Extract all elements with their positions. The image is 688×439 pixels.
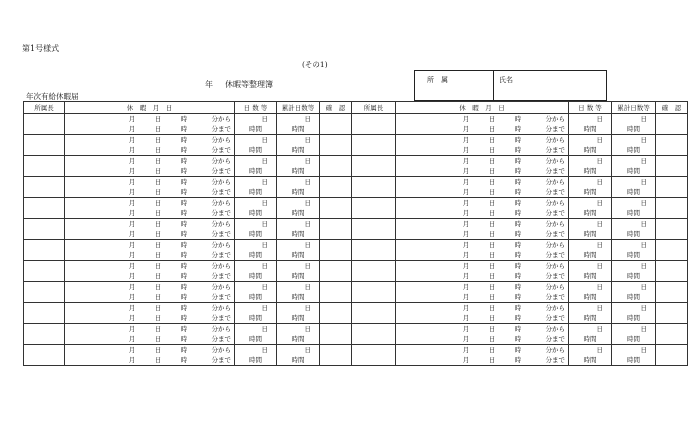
- hours-cell[interactable]: 時間: [569, 187, 612, 198]
- table-row: [24, 282, 688, 293]
- confirm-cell[interactable]: [656, 240, 688, 261]
- cumulative-hours-cell[interactable]: 時間: [612, 271, 656, 282]
- leave-period-to[interactable]: 月 日 時 分まで: [65, 208, 235, 219]
- col-header-cumulative: 累計日数等: [277, 102, 320, 114]
- table-row: [24, 135, 688, 146]
- supervisor-seal-cell[interactable]: [24, 135, 65, 156]
- days-cell[interactable]: 日: [569, 282, 612, 293]
- days-cell[interactable]: 日: [569, 324, 612, 335]
- leave-period-from[interactable]: 月 日 時 分から: [65, 345, 235, 356]
- cumulative-hours-cell[interactable]: 時間: [612, 187, 656, 198]
- confirm-cell[interactable]: [320, 156, 352, 177]
- leave-period-to[interactable]: 月 日 時 分まで: [65, 355, 235, 366]
- cumulative-days-cell[interactable]: 日: [277, 177, 320, 188]
- days-cell[interactable]: 日: [569, 114, 612, 125]
- confirm-cell[interactable]: [656, 345, 688, 366]
- cumulative-hours-cell[interactable]: 時間: [277, 271, 320, 282]
- leave-period-from[interactable]: 月 日 時 分から: [396, 345, 569, 356]
- days-cell[interactable]: 日: [235, 324, 277, 335]
- supervisor-seal-cell[interactable]: [24, 156, 65, 177]
- table-header-row: [24, 102, 688, 114]
- cumulative-hours-cell[interactable]: 時間: [612, 208, 656, 219]
- leave-period-to[interactable]: 月 日 時 分まで: [65, 145, 235, 156]
- hours-cell[interactable]: 時間: [235, 145, 277, 156]
- days-cell[interactable]: 日: [569, 345, 612, 356]
- days-cell[interactable]: 日: [235, 261, 277, 272]
- days-cell[interactable]: 日: [235, 303, 277, 314]
- cumulative-days-cell[interactable]: 日: [612, 219, 656, 230]
- leave-period-to[interactable]: 月 日 時 分まで: [65, 271, 235, 282]
- leave-period-to[interactable]: 月 日 時 分まで: [396, 124, 569, 135]
- hours-cell[interactable]: 時間: [569, 166, 612, 177]
- confirm-cell[interactable]: [320, 303, 352, 324]
- leave-period-to[interactable]: 月 日 時 分まで: [65, 334, 235, 345]
- leave-period-from[interactable]: 月 日 時 分から: [65, 198, 235, 209]
- hours-cell[interactable]: 時間: [569, 292, 612, 303]
- cumulative-hours-cell[interactable]: 時間: [277, 229, 320, 240]
- table-row: [24, 156, 688, 167]
- cumulative-days-cell[interactable]: 日: [612, 282, 656, 293]
- cumulative-days-cell[interactable]: 日: [277, 240, 320, 251]
- days-cell[interactable]: 日: [569, 177, 612, 188]
- leave-period-to[interactable]: 月 日 時 分まで: [396, 250, 569, 261]
- leave-period-from[interactable]: 月 日 時 分から: [65, 177, 235, 188]
- hours-cell[interactable]: 時間: [569, 355, 612, 366]
- days-cell[interactable]: 日: [569, 240, 612, 251]
- leave-period-from[interactable]: 月 日 時 分から: [65, 324, 235, 335]
- cumulative-hours-cell[interactable]: 時間: [277, 166, 320, 177]
- days-cell[interactable]: 日: [569, 135, 612, 146]
- table-row: [24, 198, 688, 209]
- confirm-cell[interactable]: [320, 198, 352, 219]
- department-name-box: [414, 70, 607, 101]
- cumulative-hours-cell[interactable]: 時間: [612, 292, 656, 303]
- supervisor-seal-cell[interactable]: [352, 198, 396, 219]
- leave-period-from[interactable]: 月 日 時 分から: [396, 324, 569, 335]
- cumulative-hours-cell[interactable]: 時間: [612, 334, 656, 345]
- col-header-cumulative: 累計日数等: [612, 102, 656, 114]
- supervisor-seal-cell[interactable]: [24, 177, 65, 198]
- hours-cell[interactable]: 時間: [569, 145, 612, 156]
- cumulative-hours-cell[interactable]: 時間: [612, 145, 656, 156]
- supervisor-seal-cell[interactable]: [352, 345, 396, 366]
- leave-period-to[interactable]: 月 日 時 分まで: [396, 271, 569, 282]
- cumulative-hours-cell[interactable]: 時間: [612, 250, 656, 261]
- leave-period-to[interactable]: 月 日 時 分まで: [65, 250, 235, 261]
- days-cell[interactable]: 日: [235, 219, 277, 230]
- leave-period-from[interactable]: 月 日 時 分から: [396, 177, 569, 188]
- days-cell[interactable]: 日: [235, 345, 277, 356]
- cumulative-hours-cell[interactable]: 時間: [277, 355, 320, 366]
- table-row: [24, 345, 688, 356]
- cumulative-days-cell[interactable]: 日: [612, 198, 656, 209]
- confirm-cell[interactable]: [656, 261, 688, 282]
- cumulative-hours-cell[interactable]: 時間: [277, 145, 320, 156]
- confirm-cell[interactable]: [320, 282, 352, 303]
- col-header-leave-date: 休 暇 月 日: [396, 102, 569, 114]
- cumulative-days-cell[interactable]: 日: [277, 114, 320, 125]
- leave-period-from[interactable]: 月 日 時 分から: [396, 240, 569, 251]
- leave-period-from[interactable]: 月 日 時 分から: [396, 282, 569, 293]
- cumulative-days-cell[interactable]: 日: [277, 219, 320, 230]
- days-cell[interactable]: 日: [235, 282, 277, 293]
- cumulative-hours-cell[interactable]: 時間: [612, 166, 656, 177]
- leave-period-from[interactable]: 月 日 時 分から: [396, 198, 569, 209]
- hours-cell[interactable]: 時間: [235, 271, 277, 282]
- table-row: [24, 240, 688, 251]
- cumulative-days-cell[interactable]: 日: [277, 303, 320, 314]
- cumulative-days-cell[interactable]: 日: [612, 261, 656, 272]
- cumulative-days-cell[interactable]: 日: [612, 135, 656, 146]
- days-cell[interactable]: 日: [569, 198, 612, 209]
- leave-period-to[interactable]: 月 日 時 分まで: [396, 166, 569, 177]
- col-header-confirm: 確 認: [656, 102, 688, 114]
- cumulative-days-cell[interactable]: 日: [277, 135, 320, 146]
- leave-period-from[interactable]: 月 日 時 分から: [396, 303, 569, 314]
- leave-period-to[interactable]: 月 日 時 分まで: [396, 187, 569, 198]
- confirm-cell[interactable]: [320, 114, 352, 135]
- col-header-supervisor: 所属長: [352, 102, 396, 114]
- hours-cell[interactable]: 時間: [569, 334, 612, 345]
- hours-cell[interactable]: 時間: [569, 208, 612, 219]
- document-title: [205, 81, 273, 89]
- table-row: [24, 219, 688, 230]
- leave-period-from[interactable]: 月 日 時 分から: [65, 303, 235, 314]
- leave-period-from[interactable]: 月 日 時 分から: [65, 114, 235, 125]
- cumulative-days-cell[interactable]: 日: [277, 156, 320, 167]
- hours-cell[interactable]: 時間: [235, 250, 277, 261]
- department-label: 所 属: [427, 76, 448, 84]
- col-header-supervisor: 所属長: [24, 102, 65, 114]
- confirm-cell[interactable]: [656, 114, 688, 135]
- hours-cell[interactable]: 時間: [569, 313, 612, 324]
- supervisor-seal-cell[interactable]: [352, 240, 396, 261]
- cumulative-days-cell[interactable]: 日: [612, 240, 656, 251]
- leave-period-to[interactable]: 月 日 時 分まで: [65, 292, 235, 303]
- table-row: [24, 303, 688, 314]
- supervisor-seal-cell[interactable]: [24, 198, 65, 219]
- supervisor-seal-cell[interactable]: [24, 303, 65, 324]
- cumulative-hours-cell[interactable]: 時間: [612, 229, 656, 240]
- supervisor-seal-cell[interactable]: [352, 324, 396, 345]
- hours-cell[interactable]: 時間: [235, 208, 277, 219]
- cumulative-days-cell[interactable]: 日: [277, 282, 320, 293]
- table-row: [24, 324, 688, 335]
- confirm-cell[interactable]: [656, 198, 688, 219]
- page-marker: (その1): [302, 60, 328, 69]
- hours-cell[interactable]: 時間: [569, 124, 612, 135]
- confirm-cell[interactable]: [656, 282, 688, 303]
- leave-period-from[interactable]: 月 日 時 分から: [396, 135, 569, 146]
- leave-period-from[interactable]: 月 日 時 分から: [396, 156, 569, 167]
- supervisor-seal-cell[interactable]: [352, 261, 396, 282]
- leave-period-from[interactable]: 月 日 時 分から: [396, 219, 569, 230]
- col-header-days: 日 数 等: [235, 102, 277, 114]
- supervisor-seal-cell[interactable]: [24, 219, 65, 240]
- confirm-cell[interactable]: [320, 177, 352, 198]
- cumulative-days-cell[interactable]: 日: [612, 303, 656, 314]
- days-cell[interactable]: 日: [569, 303, 612, 314]
- days-cell[interactable]: 日: [235, 135, 277, 146]
- cumulative-days-cell[interactable]: 日: [612, 345, 656, 356]
- supervisor-seal-cell[interactable]: [352, 135, 396, 156]
- confirm-cell[interactable]: [656, 219, 688, 240]
- confirm-cell[interactable]: [656, 177, 688, 198]
- days-cell[interactable]: 日: [235, 240, 277, 251]
- table-row: [24, 114, 688, 125]
- hours-cell[interactable]: 時間: [235, 187, 277, 198]
- days-cell[interactable]: 日: [235, 198, 277, 209]
- supervisor-seal-cell[interactable]: [24, 324, 65, 345]
- leave-period-from[interactable]: 月 日 時 分から: [65, 282, 235, 293]
- cumulative-hours-cell[interactable]: 時間: [277, 313, 320, 324]
- cumulative-days-cell[interactable]: 日: [612, 114, 656, 125]
- supervisor-seal-cell[interactable]: [24, 114, 65, 135]
- col-header-days: 日 数 等: [569, 102, 612, 114]
- leave-period-from[interactable]: 月 日 時 分から: [65, 219, 235, 230]
- days-cell[interactable]: 日: [569, 219, 612, 230]
- supervisor-seal-cell[interactable]: [352, 177, 396, 198]
- cumulative-hours-cell[interactable]: 時間: [612, 313, 656, 324]
- leave-period-to[interactable]: 月 日 時 分まで: [396, 145, 569, 156]
- hours-cell[interactable]: 時間: [235, 313, 277, 324]
- hours-cell[interactable]: 時間: [235, 229, 277, 240]
- leave-period-to[interactable]: 月 日 時 分まで: [65, 124, 235, 135]
- hours-cell[interactable]: 時間: [235, 292, 277, 303]
- supervisor-seal-cell[interactable]: [352, 219, 396, 240]
- confirm-cell[interactable]: [656, 156, 688, 177]
- title-main: 休暇等整理簿: [225, 80, 273, 89]
- table-row: [24, 177, 688, 188]
- confirm-cell[interactable]: [320, 261, 352, 282]
- days-cell[interactable]: 日: [569, 156, 612, 167]
- days-cell[interactable]: 日: [235, 177, 277, 188]
- name-label: 氏名: [499, 76, 513, 84]
- leave-period-to[interactable]: 月 日 時 分まで: [396, 313, 569, 324]
- supervisor-seal-cell[interactable]: [352, 156, 396, 177]
- leave-period-to[interactable]: 月 日 時 分まで: [396, 355, 569, 366]
- leave-period-from[interactable]: 月 日 時 分から: [65, 135, 235, 146]
- leave-period-from[interactable]: 月 日 時 分から: [65, 240, 235, 251]
- hours-cell[interactable]: 時間: [235, 355, 277, 366]
- supervisor-seal-cell[interactable]: [352, 303, 396, 324]
- confirm-cell[interactable]: [656, 324, 688, 345]
- cumulative-hours-cell[interactable]: 時間: [277, 187, 320, 198]
- leave-register-table: [23, 101, 688, 366]
- leave-period-to[interactable]: 月 日 時 分まで: [396, 292, 569, 303]
- leave-period-to[interactable]: 月 日 時 分まで: [396, 208, 569, 219]
- leave-period-to[interactable]: 月 日 時 分まで: [65, 313, 235, 324]
- cumulative-hours-cell[interactable]: 時間: [612, 124, 656, 135]
- hours-cell[interactable]: 時間: [569, 229, 612, 240]
- confirm-cell[interactable]: [656, 135, 688, 156]
- cumulative-days-cell[interactable]: 日: [277, 261, 320, 272]
- leave-period-to[interactable]: 月 日 時 分まで: [396, 334, 569, 345]
- supervisor-seal-cell[interactable]: [24, 240, 65, 261]
- cumulative-hours-cell[interactable]: 時間: [612, 355, 656, 366]
- col-header-confirm: 確 認: [320, 102, 352, 114]
- leave-period-from[interactable]: 月 日 時 分から: [65, 156, 235, 167]
- leave-period-to[interactable]: 月 日 時 分まで: [65, 166, 235, 177]
- cumulative-hours-cell[interactable]: 時間: [277, 292, 320, 303]
- hours-cell[interactable]: 時間: [235, 124, 277, 135]
- leave-period-to[interactable]: 月 日 時 分まで: [65, 187, 235, 198]
- supervisor-seal-cell[interactable]: [24, 345, 65, 366]
- hours-cell[interactable]: 時間: [569, 271, 612, 282]
- form-number: 第1号様式: [22, 44, 60, 53]
- title-year: 年: [205, 80, 213, 89]
- confirm-cell[interactable]: [320, 240, 352, 261]
- days-cell[interactable]: 日: [235, 156, 277, 167]
- leave-period-to[interactable]: 月 日 時 分まで: [396, 229, 569, 240]
- leave-period-from[interactable]: 月 日 時 分から: [65, 261, 235, 272]
- hours-cell[interactable]: 時間: [569, 250, 612, 261]
- confirm-cell[interactable]: [656, 303, 688, 324]
- hours-cell[interactable]: 時間: [235, 334, 277, 345]
- supervisor-seal-cell[interactable]: [352, 114, 396, 135]
- days-cell[interactable]: 日: [569, 261, 612, 272]
- cumulative-days-cell[interactable]: 日: [277, 345, 320, 356]
- confirm-cell[interactable]: [320, 219, 352, 240]
- form-subtitle: 年次有給休暇届: [26, 92, 79, 101]
- hours-cell[interactable]: 時間: [235, 166, 277, 177]
- supervisor-seal-cell[interactable]: [24, 261, 65, 282]
- col-header-leave-date: 休 暇 月 日: [65, 102, 235, 114]
- cumulative-days-cell[interactable]: 日: [612, 177, 656, 188]
- cumulative-days-cell[interactable]: 日: [277, 324, 320, 335]
- cumulative-hours-cell[interactable]: 時間: [277, 250, 320, 261]
- confirm-cell[interactable]: [320, 135, 352, 156]
- days-cell[interactable]: 日: [235, 114, 277, 125]
- leave-period-from[interactable]: 月 日 時 分から: [396, 261, 569, 272]
- cumulative-days-cell[interactable]: 日: [612, 156, 656, 167]
- confirm-cell[interactable]: [320, 345, 352, 366]
- cumulative-days-cell[interactable]: 日: [277, 198, 320, 209]
- supervisor-seal-cell[interactable]: [352, 282, 396, 303]
- leave-period-from[interactable]: 月 日 時 分から: [396, 114, 569, 125]
- cumulative-hours-cell[interactable]: 時間: [277, 334, 320, 345]
- confirm-cell[interactable]: [320, 324, 352, 345]
- cumulative-days-cell[interactable]: 日: [612, 324, 656, 335]
- cumulative-hours-cell[interactable]: 時間: [277, 208, 320, 219]
- leave-period-to[interactable]: 月 日 時 分まで: [65, 229, 235, 240]
- supervisor-seal-cell[interactable]: [24, 282, 65, 303]
- table-row: [24, 261, 688, 272]
- cumulative-hours-cell[interactable]: 時間: [277, 124, 320, 135]
